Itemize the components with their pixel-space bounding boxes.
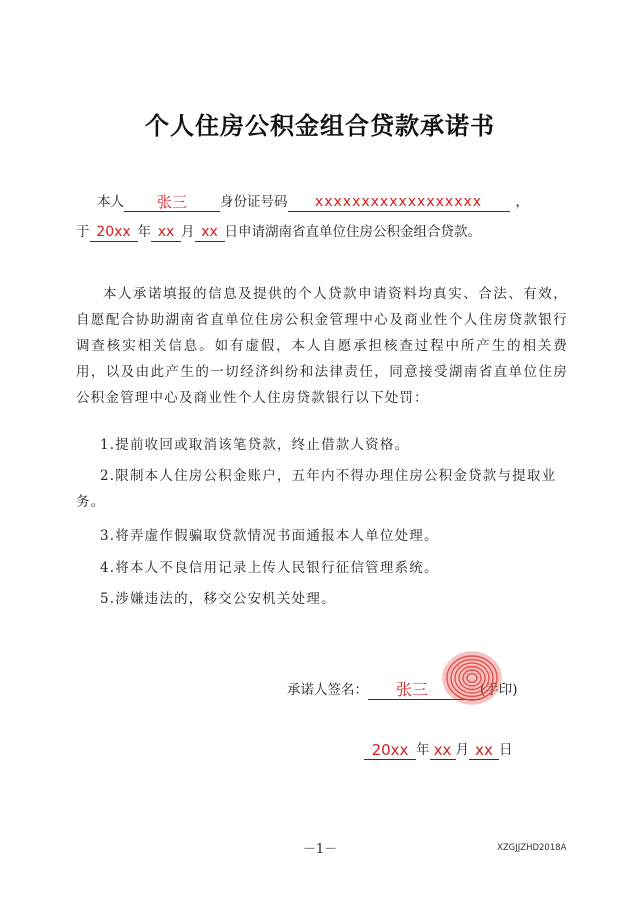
month-unit: 月 [181, 224, 195, 240]
signature-name: 张三 [396, 680, 429, 699]
penalty-item-2: 2.限制本人住房公积金账户，五年内不得办理住房公积金贷款与提取业务。 [76, 468, 557, 510]
sign-month-field: xx [430, 741, 456, 760]
apply-sentence: 日申请湖南省直单位住房公积金组合贷款。 [224, 224, 481, 240]
apply-year-field: 20xx [90, 223, 138, 242]
sign-year-field: 20xx [364, 741, 416, 760]
penalty-item-5: 5.涉嫌违法的，移交公安机关处理。 [100, 591, 336, 607]
self-label: 本人 [97, 194, 124, 210]
intro-line-2 [76, 222, 481, 242]
page-number: －1－ [302, 842, 338, 857]
id-label: 身份证号码 [220, 194, 288, 210]
sign-day-field: xx [469, 741, 499, 760]
intro-comma: ， [515, 194, 529, 210]
fingerprint-icon [440, 648, 504, 706]
intro-line-1 [97, 192, 529, 212]
id-number-field: xxxxxxxxxxxxxxxxxx [288, 193, 510, 212]
document-code: XZGJJZHD2018A [497, 843, 567, 853]
document-title: 个人住房公积金组合贷款承诺书 [145, 111, 495, 140]
commitment-paragraph: 本人承诺填报的信息及提供的个人贷款申请资料均真实、合法、有效，自愿配合协助湖南省直单位住房公积金管理中心及商业性个人住房贷款银行调查核实相关信息。如有虚假，本人自愿承担核查过程中所产生的相关费用，以及由此产生的一切经济纠纷和法律责任，同意接受湖南省直单位住房公积金管理中心及商业性个人住房贷款银行以下处罚： [76, 286, 568, 406]
sign-month-unit: 月 [455, 742, 469, 758]
on-label: 于 [76, 224, 90, 240]
name-field: 张三 [124, 193, 220, 212]
sign-year-unit: 年 [416, 742, 430, 758]
penalty-item-1: 1.提前收回或取消该笔贷款，终止借款人资格。 [100, 437, 410, 453]
sign-day-unit: 日 [499, 742, 513, 758]
apply-day-field: xx [195, 223, 225, 242]
apply-month-field: xx [151, 223, 181, 242]
signature-label: 承诺人签名： [287, 682, 368, 698]
signature-suffix: (手印) [480, 682, 518, 698]
date-line [364, 740, 513, 760]
year-unit: 年 [137, 224, 151, 240]
penalty-item-3: 3.将弄虚作假骗取贷款情况书面通报本人单位处理。 [100, 528, 439, 544]
penalty-item-4: 4.将本人不良信用记录上传人民银行征信管理系统。 [100, 560, 439, 576]
